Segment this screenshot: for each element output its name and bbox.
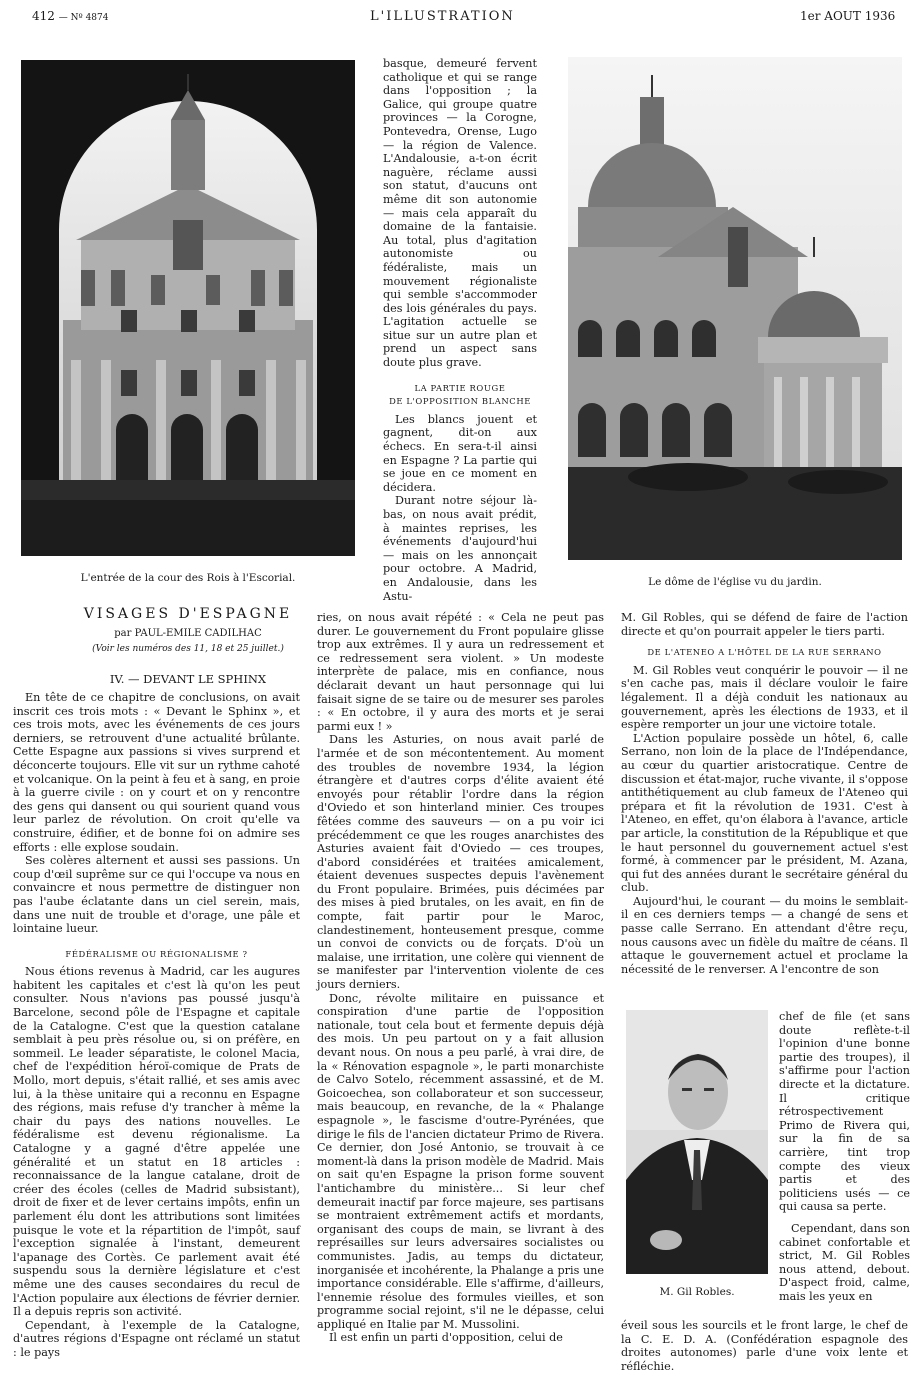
column-3-bottom-text <box>621 1319 908 1373</box>
issue-date: 1er AOUT 1936 <box>800 9 896 23</box>
column-2-upper-text <box>383 57 537 603</box>
escorial-courtyard-caption: L'entrée de la cour des Rois à l'Escorial. <box>80 572 296 584</box>
column-2-lower-text <box>317 611 604 1345</box>
section-title: IV. — DEVANT LE SPHINX <box>109 672 267 686</box>
paragraph: Ses colères alternent et aussi ses passions. Un coup d'œil suprême sur ce qui l'occupe va nous en convaincre et nous permettre de distinguer non pas l'aube éclatante dans un ciel serein, mais, dans une nuit de trouble et d'orage, une pâle et lointaine lueur. <box>13 854 300 936</box>
escorial-courtyard-photo <box>21 60 355 556</box>
gil-robles-portrait-caption: M. Gil Robles. <box>659 1286 735 1298</box>
column-1-text <box>13 691 300 1360</box>
gil-robles-portrait-photo <box>626 1010 768 1274</box>
paragraph: Cependant, dans son cabinet confortable et strict, M. Gil Robles nous attend, debout. D'aspect froid, calme, mais les yeux en <box>779 1221 910 1303</box>
paragraph: Aujourd'hui, le courant — du moins le semblait-il en ces derniers temps — a changé de sens et passe calle Serrano. En attendant d'être reçu, nous causons avec un fidèle du maître de céans. Il attaque le gouvernement actuel et proclame la nécessité de le renverser. A l'encontre de son <box>621 894 908 976</box>
issue-number: — Nº 4874 <box>58 13 109 23</box>
article-reference: (Voir les numéros des 11, 18 et 25 juillet.) <box>92 644 284 654</box>
paragraph: M. Gil Robles, qui se défend de faire de l'action directe et qu'on pourrait appeler le tiers parti. <box>621 611 908 638</box>
church-dome-caption: Le dôme de l'église vu du jardin. <box>648 576 822 588</box>
paragraph: basque, demeuré fervent catholique et qui se range dans l'opposition ; la Galice, qui groupe quatre provinces — la Corogne, Pontevedra, Orense, Lugo — la région de Valence. L'Andalousie, a-t-on écrit naguère, réclame aussi son statut, d'aucuns ont même dit son autonomie — mais cela apparaît du domaine de la fantaisie. Au total, plus d'agitation autonomiste ou fédéraliste, mais un mouvement régionaliste qui semble s'accommoder des lois générales du pays. L'agitation actuelle se situe sur un autre plan et prend un aspect sans doute plus grave. <box>383 57 537 370</box>
paragraph: M. Gil Robles veut conquérir le pouvoir — il ne s'en cache pas, mais il déclare vouloir le faire légalement. Il a déjà conduit les nationaux au gouvernement, après les élections de 1933, et il espère remporter un jour une victoire totale. <box>621 663 908 732</box>
paragraph: En tête de ce chapitre de conclusions, on avait inscrit ces trois mots : « Devant le Sphinx », et ces trois mots, avec les événements de ces jours derniers, se retrouvent d'une actualité brûlante. Cette Espagne aux passions si vives surprend et déconcerte toujours. Elle vit sur un rythme cahoté et volcanique. On la peint à feu et à sang, en proie à la guerre civile : on y court et on y rencontre des gens qui dansent ou qui sourient quand vous leur parlez de révolution. On croit qu'elle va construire, édifier, et de bonne foi on admire ses efforts : elle explose soudain. <box>13 691 300 854</box>
paragraph: Nous étions revenus à Madrid, car les augures habitent les capitales et c'est là qu'on les peut consulter. Nous n'avions pas poussé jusqu'à Barcelone, second pôle de l'Espagne et capitale de la Catalogne. C'est que la question catalane semblait à peu près résolue ou, si on préfère, en sommeil. Le leader séparatiste, le colonel Macia, chef de l'expédition héroï-comique de Prats de Mollo, mort depuis, s'était rallié, et ses amis avec lui, à la thèse unitaire qui a reconnu en Espagne des régions, mais refuse d'y trancher à même la chair du pays des nations nouvelles. Le fédéralisme est devenu régionalisme. La Catalogne y a gagné d'être appelée une généralité et un statut en 18 articles : reconnaissance de la langue catalane, droit de créer des écoles (celles de Madrid subsistant), droit de fixer et de lever certains impôts, enfin un parlement élu dont les attributions sont limitées puisque le vote et la répartition de l'impôt, sauf l'exception signalée à l'instant, demeurent l'apanage des Cortès. Ce parlement avait été suspendu sous la dernière législature et c'est même une des causes secondaires du recul de l'Action populaire aux élections de février dernier. Il a depuis repris son activité. <box>13 965 300 1319</box>
paragraph: Durant notre séjour là-bas, on nous avait prédit, à maintes reprises, les événements d'aujourd'hui — mais on les annonçait pour octobre. A Madrid, en Andalousie, dans les Astu- <box>383 494 537 603</box>
subheading-line-1: LA PARTIE ROUGE <box>414 382 506 393</box>
paragraph: Dans les Asturies, on nous avait parlé de l'armée et de son mécontentement. Au moment des troubles de novembre 1934, la légion étrangère et d'autres corps d'élite avaient été envoyés pour rétablir l'ordre dans la région d'Oviedo et son hinterland minier. Ces troupes fêtées comme des sauveurs — on a pu voir ici précédemment ce que les rouges anarchistes des Asturies avaient fait d'Oviedo — ces troupes, d'abord considérées et traitées amicalement, étaient devenues suspectes depuis l'avènement du Front populaire. Brimées, puis décimées par des mises à pied brutales, on les avait, en fin de compte, fait partir pour le Maroc, clandestinement, honteusement presque, comme un convoi de convicts ou de forçats. D'où un malaise, une irritation, une colère qui viennent de se manifester par l'intervention violente de ces jours derniers. <box>317 733 604 992</box>
church-dome-photo <box>568 57 902 560</box>
page-number: 412 — Nº 4874 <box>32 9 109 23</box>
journal-title: L'ILLUSTRATION <box>370 9 515 24</box>
paragraph: Donc, révolte militaire en puissance et conspiration d'une partie de l'opposition nationale, tout cela bout et fermente depuis déjà des mois. Un peu partout on y a fait allusion devant nous. On nous a peu parlé, à vrai dire, de la « Rénovation espagnole », le parti monarchiste de Calvo Sotelo, récemment assassiné, et de M. Goicoechea, son collaborateur et son successeur, mais beaucoup, en revanche, de la « Phalange espagnole », le fascisme d'outre-Pyrénées, que dirige le fils de l'ancien dictateur Primo de Rivera. Ce dernier, don José Antonio, se trouvait à ce moment-là dans la prison modèle de Madrid. Mais on sait qu'en Espagne la prison forme souvent l'antichambre du ministère... Si leur chef demeurait inactif par force majeure, ses partisans se montraient extrêmement actifs et mordants, organisant des coups de main, se livrant à des représailles sur leurs adversaires socialistes ou communistes. Jadis, au temps du dictateur, inorganisée et incohérente, la Phalange a pris une importance considérable. Elle s'affirme, d'ailleurs, l'ennemie résolue des formules vieilles, et son programme social rejoint, s'il ne le dépasse, celui appliqué en Italie par M. Mussolini. <box>317 991 604 1331</box>
paragraph: L'Action populaire possède un hôtel, 6, calle Serrano, non loin de la place de l'Indépendance, au cœur du quartier aristocratique. Centre de discussion et état-major, ruche vivante, il s'oppose antithétiquement au club fameux de l'Ateneo qui prépara et fit la révolution de 1931. C'est à l'Ateneo, en effet, qu'on élabora à l'avance, article par article, la constitution de la République et que le haut personnel du gouvernement actuel s'est formé, à commencer par le président, M. Azana, qui fut des années durant le secrétaire général du club. <box>621 731 908 895</box>
paragraph: ries, on nous avait répété : « Cela ne peut pas durer. Le gouvernement du Front populaire glisse trop aux extrêmes. Il y aura un redressement et ce redressement sera violent. » Un modeste interprète de palace, mis en confiance, nous déclarait devant un haut personnage qui lui faisait signe de se taire ou de mesurer ses paroles : « En octobre, il y aura des morts et je serai parmi eux ! » <box>317 611 604 733</box>
subheading: DE L'ATENEO A L'HÔTEL DE LA RUE SERRANO <box>647 647 882 658</box>
paragraph: Les blancs jouent et gagnent, dit-on aux échecs. En sera-t-il ainsi en Espagne ? La partie qui se joue en ce moment en décidera. <box>383 412 537 494</box>
article-author: par PAUL-EMILE CADILHAC <box>114 628 262 639</box>
paragraph: chef de file (et sans doute reflète-t-il l'opinion d'une bonne partie des troupes), il s'affirme pour l'action directe et la dictature. Il critique rétrospectivement Primo de Rivera qui, sur la fin de sa carrière, tint trop compte des vieux partis et des politiciens usés — ce qui causa sa perte. <box>779 1010 910 1214</box>
paragraph: éveil sous les sourcils et le front large, le chef de la C. E. D. A. (Confédération espagnole des droites autonomes) parle d'une voix lente et réfléchie. <box>621 1319 908 1373</box>
paragraph: Il est enfin un parti d'opposition, celui de <box>329 1331 563 1345</box>
paragraph: Cependant, à l'exemple de la Catalogne, d'autres régions d'Espagne ont réclamé un statut : le pays <box>13 1318 300 1359</box>
subheading-line-2: DE L'OPPOSITION BLANCHE <box>389 396 531 407</box>
subheading: FÉDÉRALISME OU RÉGIONALISME ? <box>65 948 248 959</box>
article-title: VISAGES D'ESPAGNE <box>83 606 293 622</box>
column-3-side-text <box>779 1010 910 1303</box>
column-3-upper-text <box>621 611 908 976</box>
